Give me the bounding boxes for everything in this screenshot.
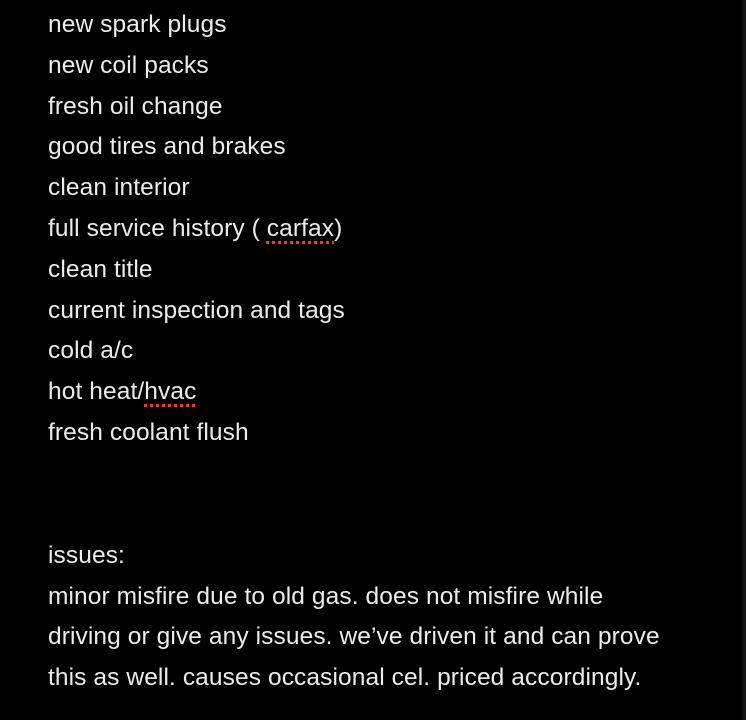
misspelled-word-carfax[interactable]: carfax: [266, 214, 335, 242]
feature-line: new spark plugs: [48, 11, 227, 38]
issues-line: this as well. causes occasional cel. priced accordingly.: [48, 664, 642, 692]
screen-edge: [740, 0, 746, 720]
feature-line: good tires and brakes: [48, 133, 286, 161]
feature-line: fresh oil change: [48, 92, 223, 120]
feature-line: fresh coolant flush: [48, 418, 249, 446]
feature-line: cold a/c: [48, 337, 134, 365]
misspelled-word-hvac[interactable]: hvac: [144, 378, 197, 406]
feature-line: clean title: [48, 255, 153, 283]
blank-lines: [48, 454, 738, 536]
feature-line: current inspection and tags: [48, 296, 345, 324]
service-history-suffix: ): [334, 214, 343, 242]
feature-line-service-history: [48, 209, 738, 250]
hvac-prefix: hot heat/: [48, 378, 145, 406]
feature-line: new coil packs: [48, 51, 209, 79]
feature-line: clean interior: [48, 174, 190, 202]
service-history-prefix: full service history (: [48, 214, 267, 242]
issues-heading: issues:: [48, 541, 125, 569]
issues-line: driving or give any issues. we’ve driven it and can prove: [48, 623, 660, 651]
feature-line-hvac: [48, 372, 738, 413]
note-body[interactable]: [48, 5, 738, 699]
issues-line: minor misfire due to old gas. does not misfire while: [48, 582, 604, 610]
